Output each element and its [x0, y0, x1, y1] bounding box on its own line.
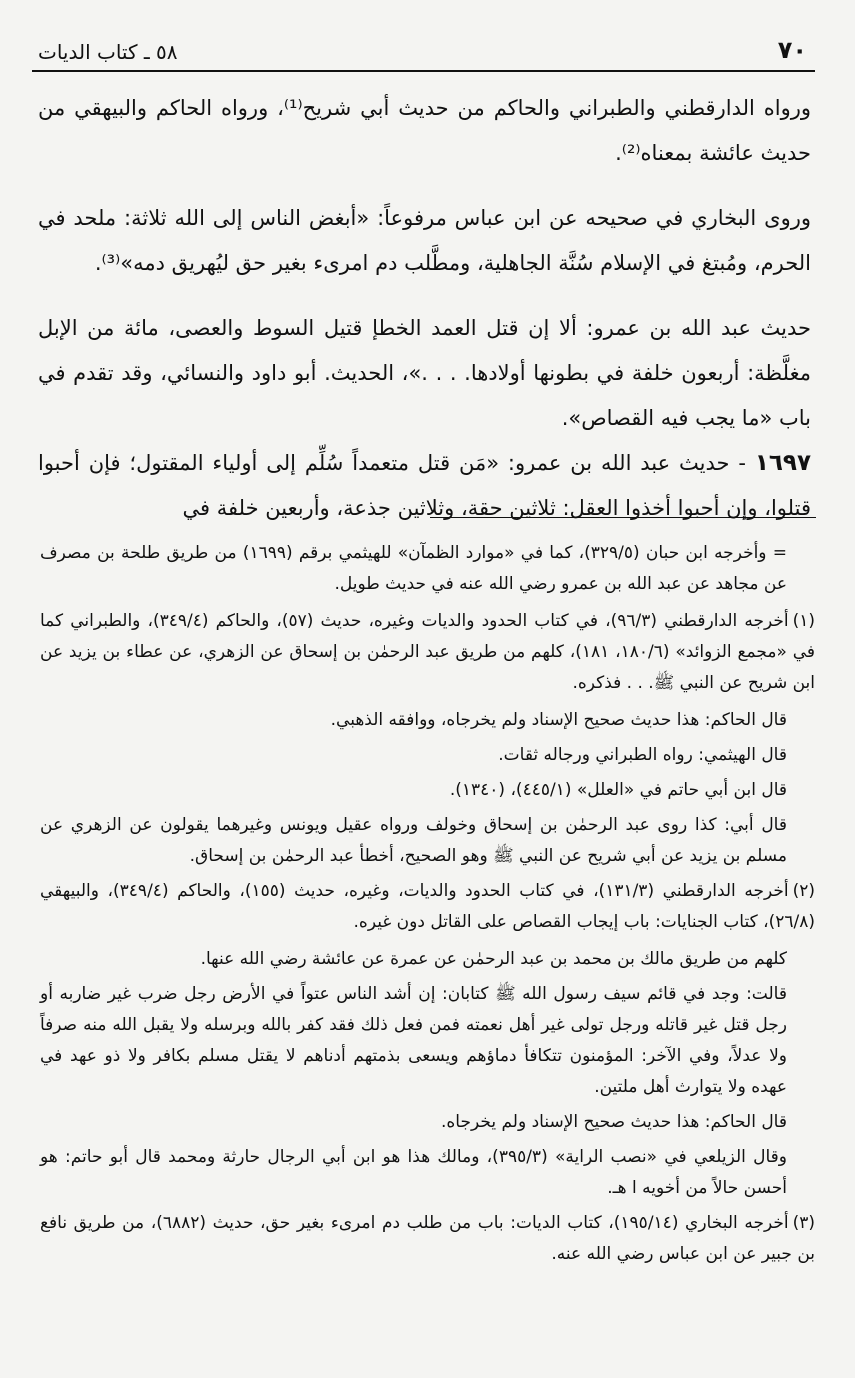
footnote-1-line-c: قال ابن أبي حاتم في «العلل» (٤٤٥/١)، (١٣٤٠). — [449, 780, 787, 800]
footnote-1-line-b: قال الهيثمي: رواه الطبراني ورجاله ثقات. — [498, 745, 787, 765]
running-head: ٥٨ ـ كتاب الديات — [38, 40, 178, 64]
paragraph-3: حديث عبد الله بن عمرو: ألا إن قتل العمد الخطإ قتيل السوط والعصى، مائة من الإبل مغلَّظة: أربعون خلفة في بطونها أولادها. . . .»، الحديث. أبو داود والنسائي، وقد تقدم في باب «ما يجب فيه القصاص». — [38, 316, 811, 430]
footnote-1-line-a: قال الحاكم: هذا حديث صحيح الإسناد ولم يخرجاه، ووافقه الذهبي. — [330, 710, 787, 730]
footnote-2-line-b: قالت: وجد في قائم سيف رسول الله ﷺ كتابان: إن أشد الناس عتواً في الأرض رجل ضرب غير ضاربه أو رجل قتل غير قاتله ورجل تولى غير أهل نعمته فمن فعل ذلك فقد كفر بالله وبرسله ولا يقبل الله منه صرفاً ولا عدلاً، وفي الآخر: المؤمنون تتكافأ دماؤهم ويسعى بذمتهم أدناهم لا يقتل مسلم بكافر ولا ذو عهد في عهده ولا يتوارث أهل ملتين. — [40, 984, 787, 1097]
paragraph-4-text: - حديث عبد الله بن عمرو: «مَن قتل متعمداً سُلِّم إلى أولياء المقتول؛ فإن أحبوا قتلوا، وإن أحبوا أخذوا العقل: ثلاثين حقة، وثلاثين جذعة، وأربعين خلفة في — [38, 451, 811, 520]
footnote-2-line-a: كلهم من طريق مالك بن محمد بن عبد الرحمٰن عن عمرة عن عائشة رضي الله عنها. — [200, 949, 787, 969]
footnote-continuation: = وأخرجه ابن حبان (٣٢٩/٥)، كما في «موارد الظمآن» للهيثمي برقم (١٦٩٩) من طريق طلحة بن مصرف عن مجاهد عن عبد الله بن عمرو رضي الله عنه في حديث طويل. — [40, 543, 787, 594]
footnotes — [40, 538, 815, 1276]
footnote-3-text: أخرجه البخاري (١٩٥/١٤)، كتاب الديات: باب من طلب دم امرىء بغير حق، حديث (٦٨٨٢)، من طريق نافع بن جبير عن ابن عباس رضي الله عنه. — [40, 1213, 815, 1264]
footnote-3 — [40, 1208, 815, 1270]
footnote-1 — [40, 606, 815, 699]
paragraph-1: ورواه الدارقطني والطبراني والحاكم من حديث أبي شريح⁽¹⁾، ورواه الحاكم والبيهقي من حديث عائشة بمعناه⁽²⁾. — [38, 96, 811, 165]
footnote-1-text: أخرجه الدارقطني (٩٦/٣)، في كتاب الحدود والديات وغيره، حديث (٥٧)، والحاكم (٣٤٩/٤)، والطبراني كما في «مجمع الزوائد» (١٨٠/٦، ١٨١)، كلهم من طريق عبد الرحمٰن بن إسحاق عن الزهري، عن عطاء بن يزيد عن ابن شريح عن النبي ﷺ. . . فذكره. — [40, 611, 815, 693]
footnote-2-text: أخرجه الدارقطني (١٣١/٣)، في كتاب الحدود والديات، وغيره، حديث (١٥٥)، والحاكم (٣٤٩/٤)، والبيهقي (٢٦/٨)، كتاب الجنايات: باب إيجاب القصاص على القاتل دون غيره. — [40, 881, 815, 932]
footnote-2-line-d: وقال الزيلعي في «نصب الراية» (٣٩٥/٣)، ومالك هذا هو ابن أبي الرجال حارثة ومحمد قال أبو حاتم: هو أحسن حالاً من أخويه ا هـ. — [40, 1147, 787, 1198]
footnote-1-line-d: قال أبي: كذا روى عبد الرحمٰن بن إسحاق وخولف ورواه عقيل ويونس وغيرهما يقولون عن الزهري عن مسلم بن يزيد عن أبي شريح عن النبي ﷺ وهو الصحيح، أخطأ عبد الرحمٰن بن إسحاق. — [40, 815, 787, 866]
footnote-2-line-c: قال الحاكم: هذا حديث صحيح الإسناد ولم يخرجاه. — [441, 1112, 787, 1132]
footnote-3-marker: (٣) — [792, 1213, 815, 1233]
footnote-1-marker: (١) — [792, 611, 815, 631]
footnote-rule — [430, 517, 816, 518]
footnote-2 — [40, 876, 815, 938]
page-number: ٧٠ — [777, 36, 807, 64]
footnote-2-marker: (٢) — [792, 881, 815, 901]
hadith-number: ١٦٩٧ — [754, 450, 811, 476]
main-text — [38, 86, 811, 531]
paragraph-2: وروى البخاري في صحيحه عن ابن عباس مرفوعاً: «أبغض الناس إلى الله ثلاثة: ملحد في الحرم، ومُبتغ في الإسلام سُنَّة الجاهلية، ومطَّلب دم امرىء بغير حق ليُهريق دمه»⁽³⁾. — [38, 206, 811, 275]
page-header — [32, 36, 815, 72]
